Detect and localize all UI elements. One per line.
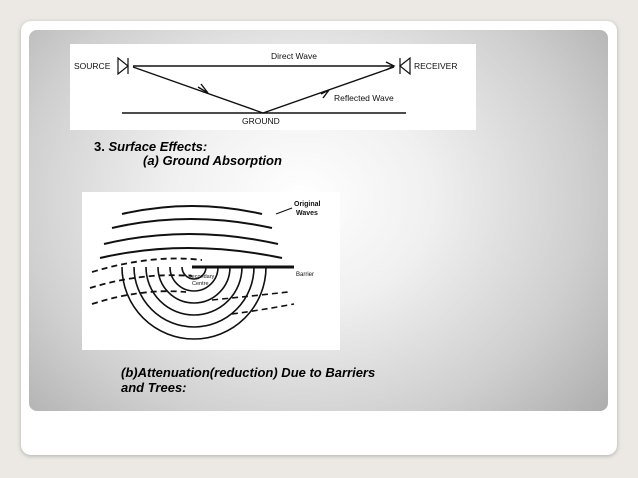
original-wave-arc xyxy=(100,248,282,258)
barrier-diffraction-diagram xyxy=(82,192,340,350)
section-title: Surface Effects: xyxy=(108,139,208,154)
caption-line-2: and Trees: xyxy=(121,380,187,395)
section-heading xyxy=(94,139,207,154)
ground-absorption-heading: (a) Ground Absorption xyxy=(143,153,282,168)
source-speaker-icon xyxy=(118,58,128,74)
secondary-centre-label-2: Centre xyxy=(192,281,209,287)
original-wave-arc xyxy=(104,234,278,244)
shadow-dashed xyxy=(232,304,294,314)
source-label: SOURCE xyxy=(74,61,111,71)
reflected-wave-line xyxy=(133,67,394,113)
direct-wave-label: Direct Wave xyxy=(271,51,317,61)
original-waves-pointer xyxy=(276,208,292,214)
shadow-dashed xyxy=(212,292,288,300)
receiver-speaker-icon xyxy=(400,58,410,74)
original-wave-dashed xyxy=(90,275,192,288)
barrier-diffraction-svg xyxy=(82,192,340,350)
original-wave-arc xyxy=(122,206,262,214)
original-waves-label-1: Original xyxy=(294,201,321,208)
section-number: 3. xyxy=(94,139,105,154)
barrier-label: Barrier xyxy=(296,272,315,278)
original-wave-dashed xyxy=(92,259,202,273)
wave-path-diagram xyxy=(70,44,476,130)
original-wave-arc xyxy=(112,219,272,228)
caption-line-1: (b)Attenuation(reduction) Due to Barriers xyxy=(121,365,376,380)
secondary-centre-label-1: Secondary xyxy=(188,274,215,280)
receiver-label: RECEIVER xyxy=(414,61,458,71)
original-waves-label-2: Waves xyxy=(296,210,318,217)
ground-label: GROUND xyxy=(242,116,280,126)
wave-path-svg xyxy=(70,44,476,130)
reflected-wave-label: Reflected Wave xyxy=(334,93,394,103)
